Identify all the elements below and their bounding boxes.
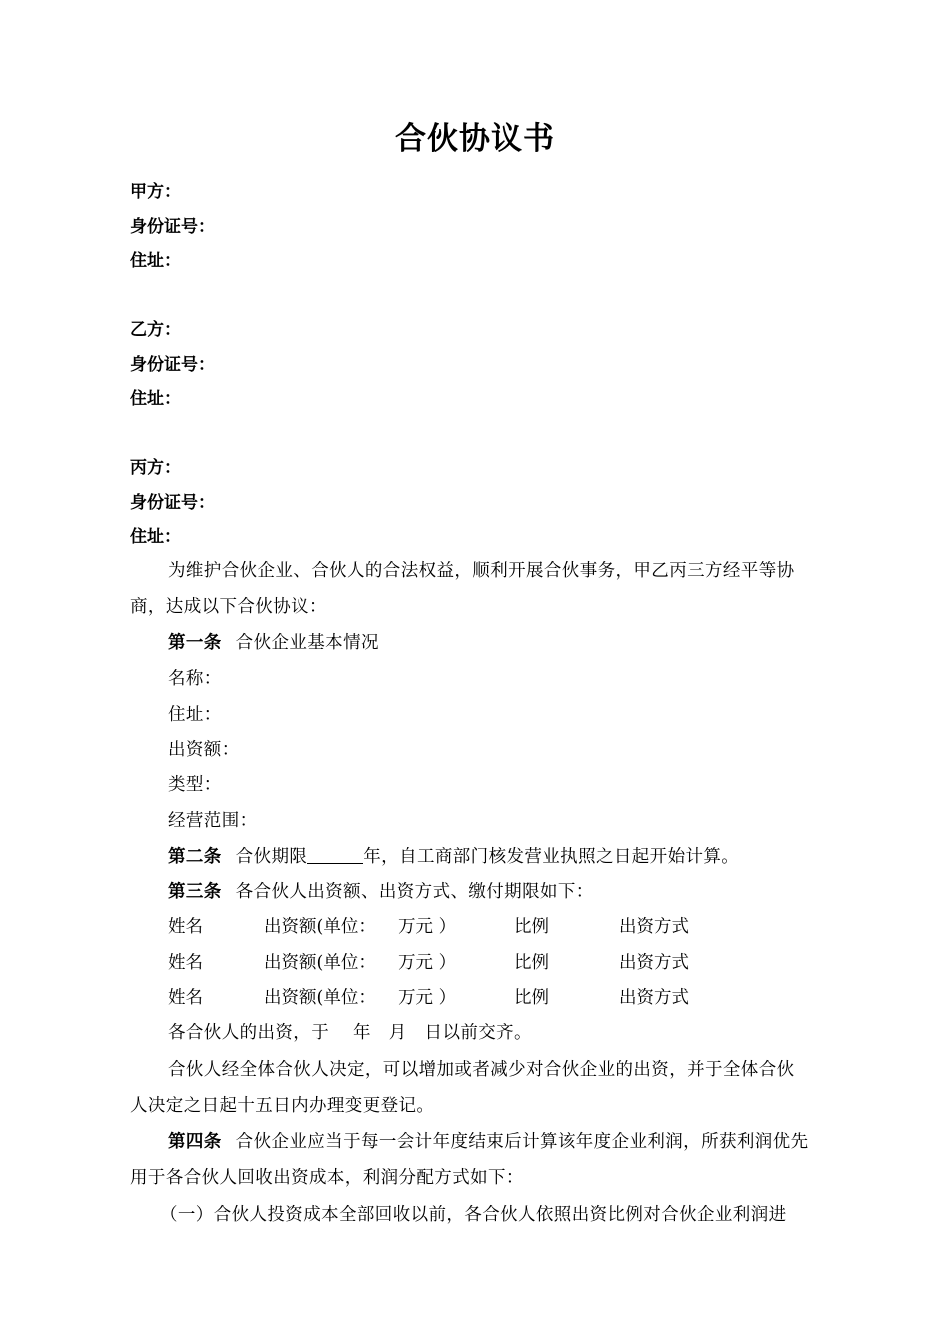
article-3 — [168, 880, 594, 904]
row-ratio: 比例 — [514, 917, 549, 937]
party-b-address-label: 住址： — [130, 389, 181, 409]
row-unit: 万元 ） — [398, 953, 457, 973]
row-name: 姓名 — [168, 953, 203, 973]
field-address-label: 住址： — [168, 705, 222, 725]
field-type-label: 类型： — [168, 775, 222, 795]
document-title: 合伙协议书 — [395, 121, 555, 157]
party-a-id-label: 身份证号： — [130, 217, 215, 237]
row-ratio: 比例 — [514, 988, 549, 1008]
article-2-heading: 第二条 — [168, 847, 222, 867]
row-name: 姓名 — [168, 917, 203, 937]
article-4-item-1: （一）合伙人投资成本全部回收以前，各合伙人依照出资比例对合伙企业利润进 — [160, 1205, 787, 1225]
row-method: 出资方式 — [619, 953, 689, 973]
article-3-text: 各合伙人出资额、出资方式、缴付期限如下： — [235, 882, 594, 902]
article-1-heading: 第一条 — [168, 633, 222, 653]
row-name: 姓名 — [168, 988, 203, 1008]
article-4-heading: 第四条 — [168, 1132, 222, 1152]
contribution-deadline: 各合伙人的出资，于 年 月 日以前交齐。 — [168, 1023, 532, 1043]
term-blank — [307, 845, 363, 864]
party-b-id-label: 身份证号： — [130, 355, 215, 375]
field-scope-label: 经营范围： — [168, 811, 258, 831]
row-method: 出资方式 — [619, 917, 689, 937]
party-b-name-label: 乙方： — [130, 320, 181, 340]
article-2-text-after: 年，自工商部门核发营业执照之日起开始计算。 — [363, 847, 740, 867]
row-unit: 万元 ） — [398, 917, 457, 937]
article-4-line-2: 用于各合伙人回收出资成本，利润分配方式如下： — [130, 1168, 524, 1188]
party-a-address-label: 住址： — [130, 251, 181, 271]
row-unit: 万元 ） — [398, 988, 457, 1008]
article-4-line-1: 合伙企业应当于每一会计年度结束后计算该年度企业利润，所获利润优先 — [235, 1132, 809, 1152]
article-1-text: 合伙企业基本情况 — [235, 633, 379, 653]
row-amount: 出资额(单位： — [264, 988, 376, 1008]
article-4 — [168, 1130, 808, 1154]
party-a-name-label: 甲方： — [130, 182, 181, 202]
party-c-name-label: 丙方： — [130, 458, 181, 478]
row-amount: 出资额(单位： — [264, 917, 376, 937]
field-capital-label: 出资额： — [168, 740, 240, 760]
row-ratio: 比例 — [514, 953, 549, 973]
capital-change-line-1: 合伙人经全体合伙人决定，可以增加或者减少对合伙企业的出资，并于全体合伙 — [168, 1060, 795, 1080]
article-2 — [168, 845, 739, 869]
intro-line-2: 商，达成以下合伙协议： — [130, 597, 327, 617]
article-3-heading: 第三条 — [168, 882, 222, 902]
party-c-id-label: 身份证号： — [130, 493, 215, 513]
article-1 — [168, 631, 379, 655]
capital-change-line-2: 人决定之日起十五日内办理变更登记。 — [130, 1096, 435, 1116]
row-amount: 出资额(单位： — [264, 953, 376, 973]
party-c-address-label: 住址： — [130, 527, 181, 547]
row-method: 出资方式 — [619, 988, 689, 1008]
article-2-text-before: 合伙期限 — [235, 847, 308, 867]
field-name-label: 名称： — [168, 669, 222, 689]
intro-line-1: 为维护合伙企业、合伙人的合法权益，顺利开展合伙事务，甲乙丙三方经平等协 — [168, 561, 795, 581]
